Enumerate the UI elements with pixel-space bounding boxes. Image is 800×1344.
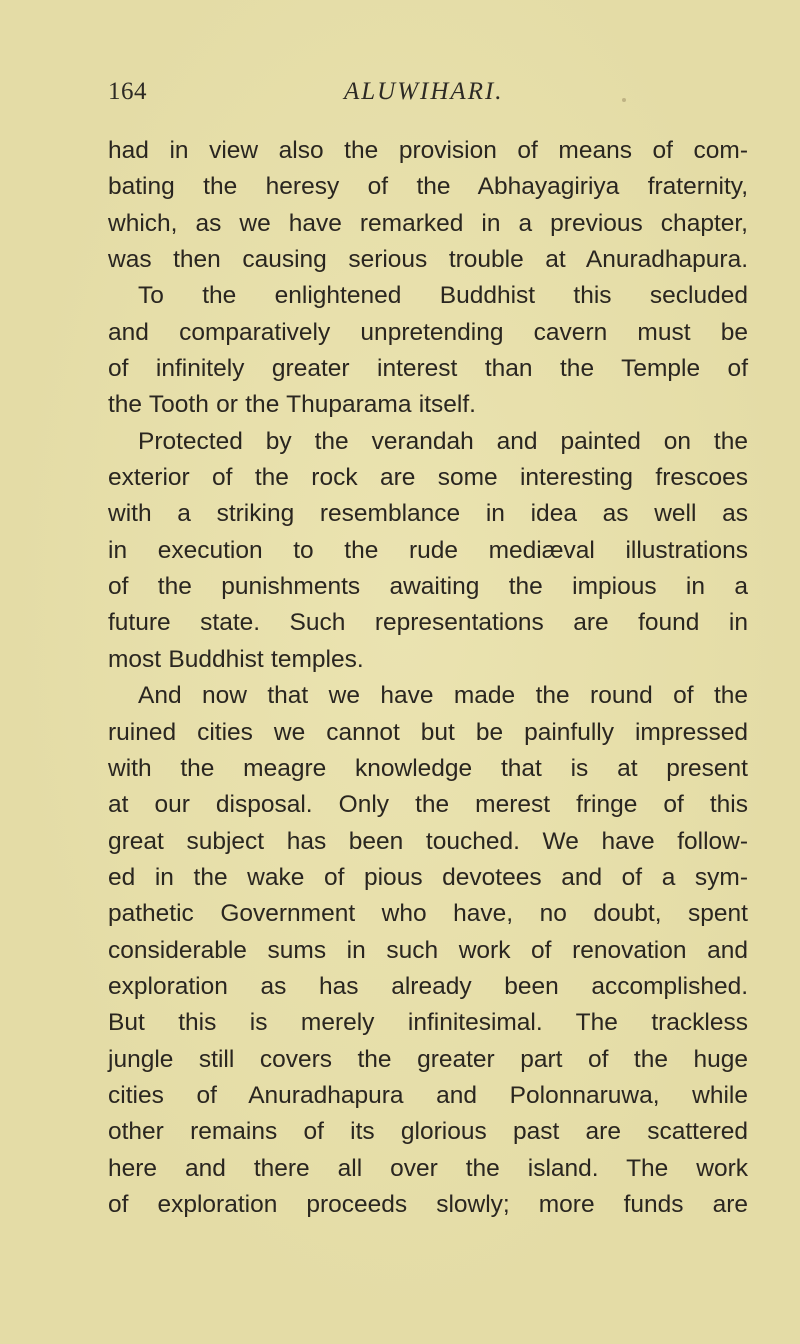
text-line: exterior of the rock are some interesting frescoes [108, 464, 748, 492]
text-line: here and there all over the island. The work [108, 1154, 748, 1182]
text-line: jungle still covers the greater part of the huge [108, 1045, 748, 1073]
text-line: cities of Anuradhapura and Polonnaruwa, while [108, 1081, 748, 1109]
text-line: the Tooth or the Thuparama itself. [108, 391, 476, 419]
running-title: ALUWIHARI. [344, 78, 504, 105]
text-line: with the meagre knowledge that is at present [108, 754, 748, 782]
text-line: and comparatively unpretending cavern must be [108, 318, 748, 346]
text-line: of the punishments awaiting the impious in a [108, 573, 748, 601]
text-line: in execution to the rude mediæval illustrations [108, 536, 748, 564]
text-line: had in view also the provision of means of com- [108, 137, 748, 164]
page-number: 164 [108, 78, 147, 105]
text-line: great subject has been touched. We have follow- [108, 827, 748, 855]
text-line: And now that we have made the round of the [138, 682, 748, 710]
text-line: which, as we have remarked in a previous chapter, [108, 209, 748, 237]
text-line: bating the heresy of the Abhayagiriya fraternity, [108, 173, 748, 201]
text-line: ruined cities we cannot but be painfully impressed [108, 718, 748, 746]
text-line: future state. Such representations are found in [108, 609, 748, 637]
text-line: To the enlightened Buddhist this secluded [138, 282, 748, 310]
body-text [108, 133, 748, 1223]
text-line: But this is merely infinitesimal. The trackless [108, 1009, 748, 1037]
text-line: of infinitely greater interest than the Temple of [108, 355, 748, 383]
text-line: was then causing serious trouble at Anuradhapura. [108, 246, 748, 274]
running-head [108, 78, 668, 118]
text-line: other remains of its glorious past are scattered [108, 1118, 748, 1146]
text-line: pathetic Government who have, no doubt, spent [108, 900, 748, 928]
text-line: ed in the wake of pious devotees and of a sym- [108, 863, 748, 891]
text-line: exploration as has already been accomplished. [108, 972, 748, 1000]
text-line: most Buddhist temples. [108, 645, 364, 673]
text-line: of exploration proceeds slowly; more funds are [108, 1190, 748, 1218]
text-line: considerable sums in such work of renovation and [108, 936, 748, 964]
text-line: with a striking resemblance in idea as well as [108, 500, 748, 528]
text-line: Protected by the verandah and painted on the [138, 427, 748, 455]
text-line: at our disposal. Only the merest fringe of this [108, 791, 748, 819]
